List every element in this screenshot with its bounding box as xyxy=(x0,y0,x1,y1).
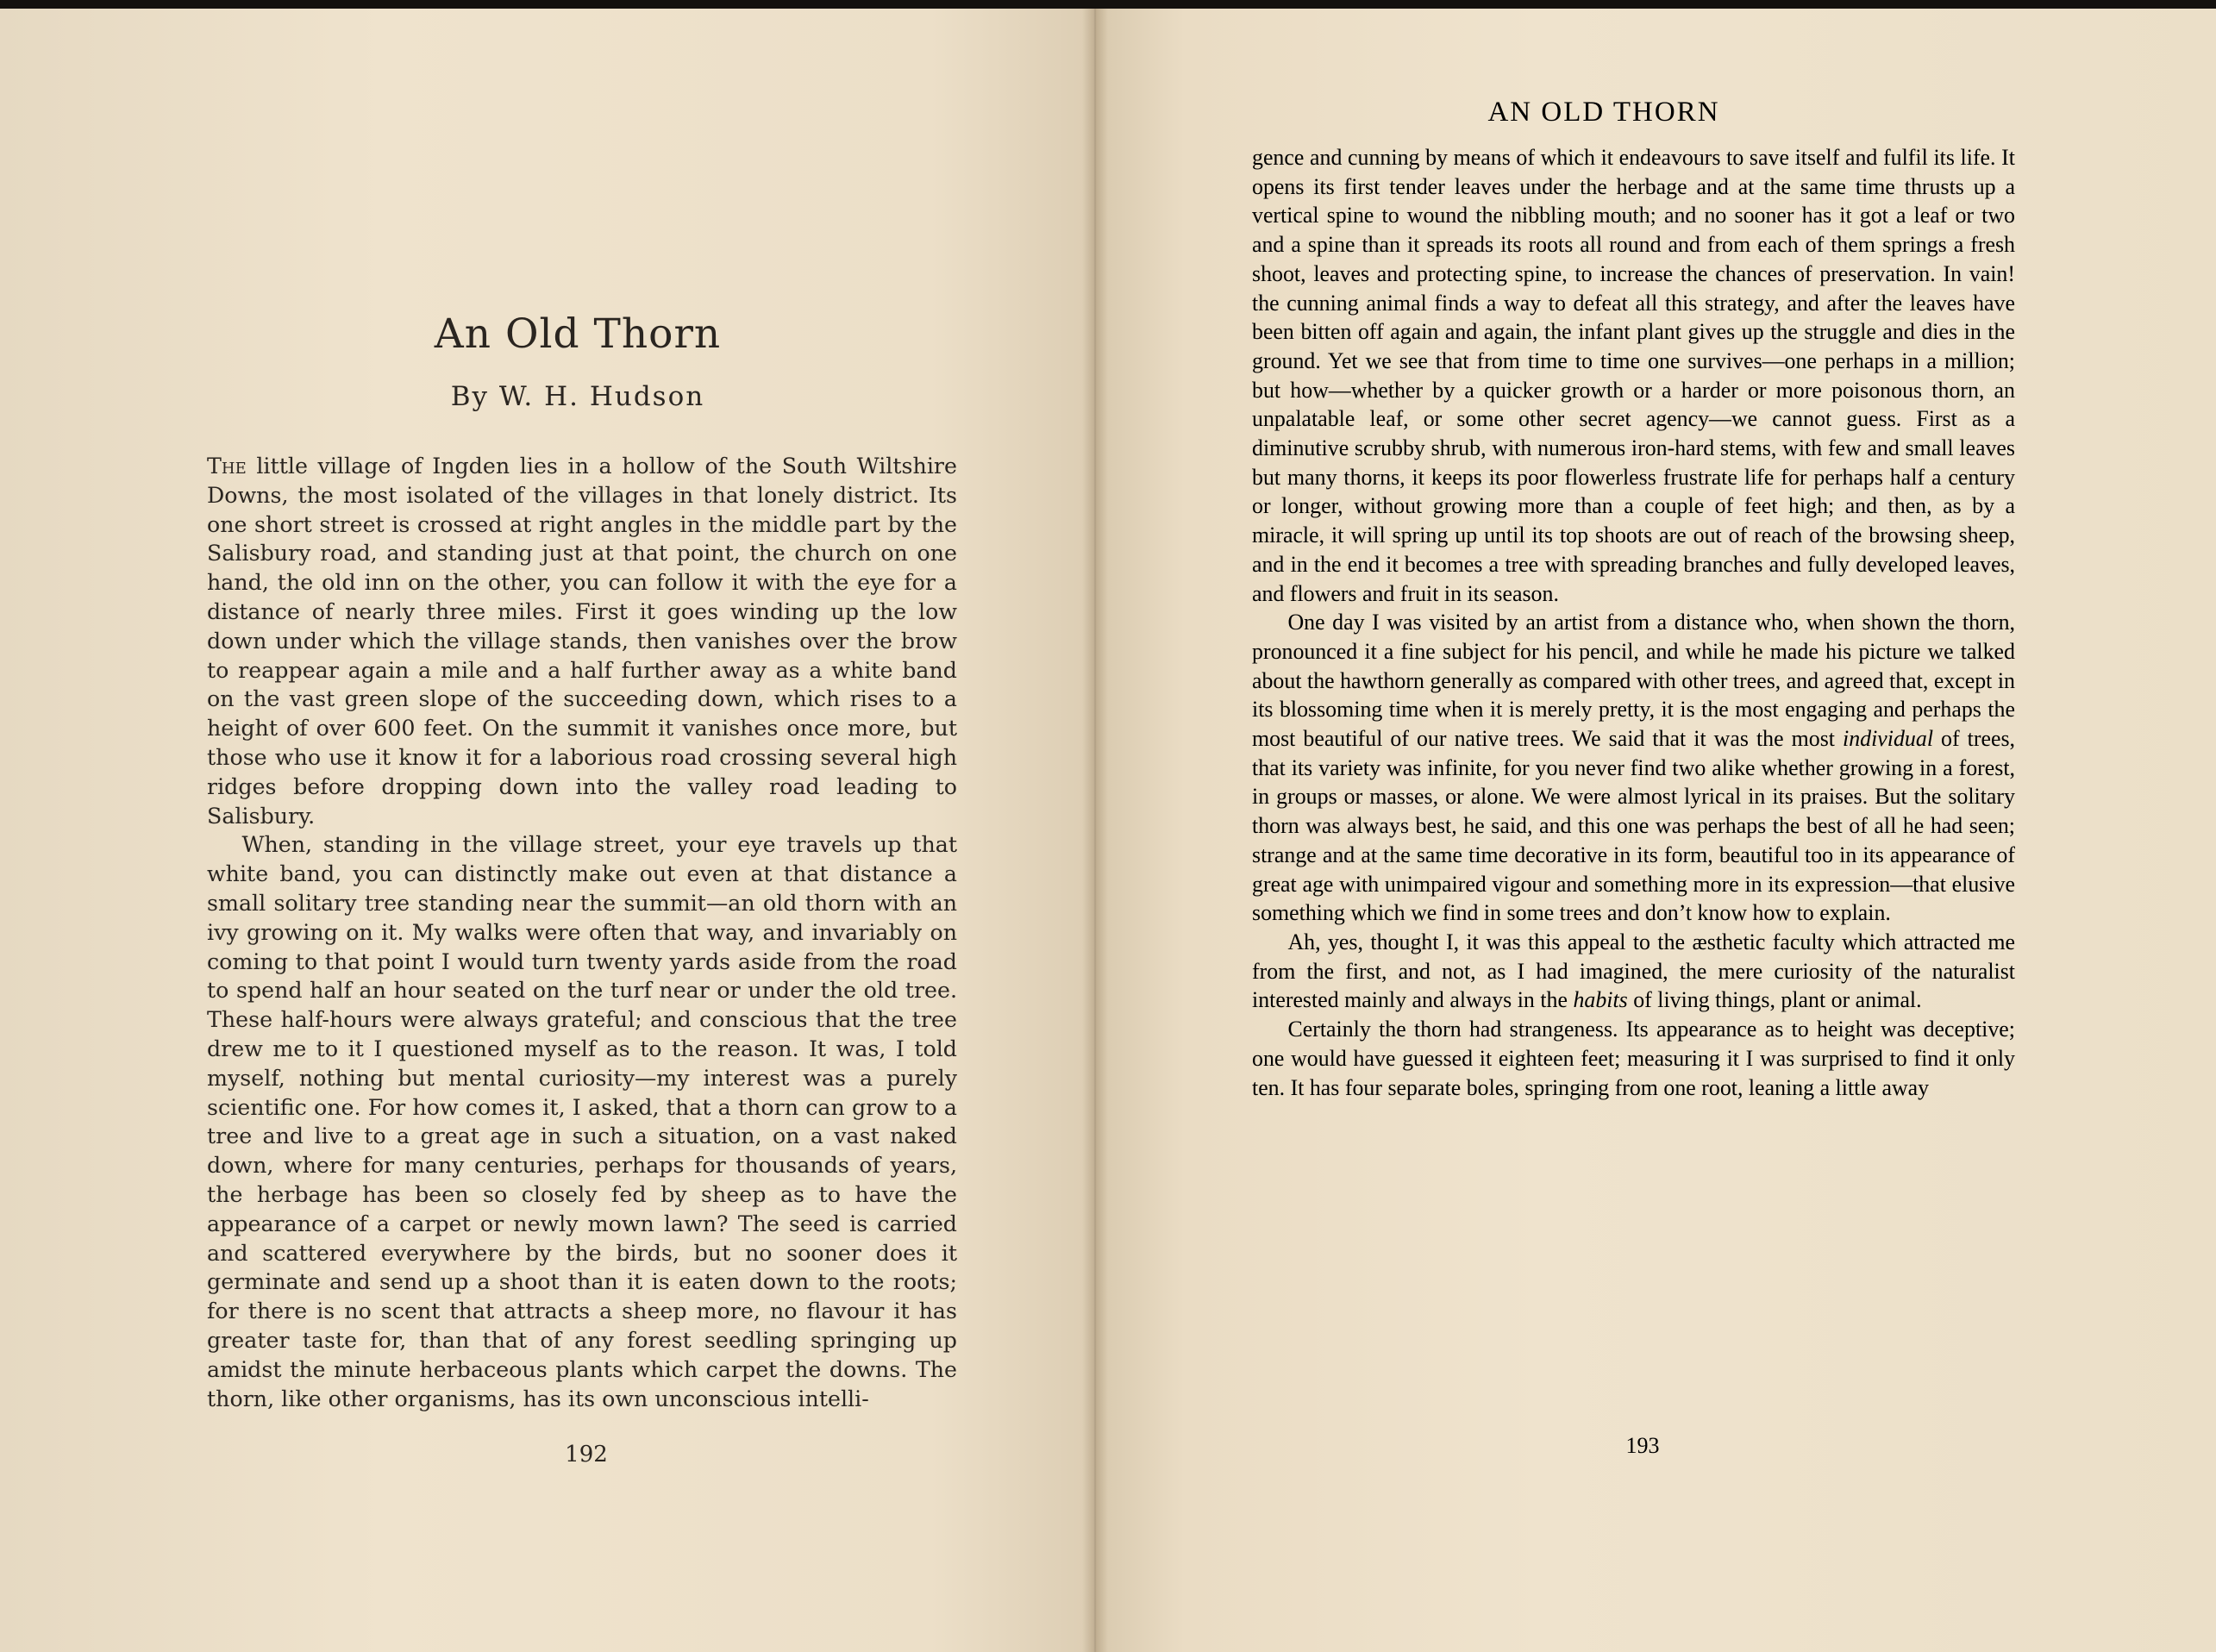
paragraph: Certainly the thorn had strangeness. Its appearance as to height was deceptive; one would have guessed it eighteen feet; measuring it I was surprised to find it only ten. It has four separate boles, springing from one root, leaning a little away xyxy=(1252,1017,2015,1100)
running-head: AN OLD THORN xyxy=(1487,97,1720,128)
italic-word: individual xyxy=(1843,726,1934,752)
paragraph-text: Ah, yes, thought I, it was this appeal to the æsthetic faculty which attracted me from the first, and not, as I had imagined, the mere curiosity of the naturalist interested mainly and always in the xyxy=(1252,929,2015,1013)
book-gutter xyxy=(1082,9,1108,1652)
left-page xyxy=(0,9,1095,1652)
article-byline: By W. H. Hudson xyxy=(450,381,705,412)
drop-lead-word: The xyxy=(207,454,247,479)
paragraph xyxy=(207,452,957,830)
left-body-text xyxy=(207,452,957,1413)
paragraph xyxy=(1252,608,2015,928)
paragraph-text: of trees, that its variety was infinite, for you never find two alike whether growing in a forest, in groups or masses, or alone. We were almost lyrical in its praises. But the solitary thorn was always best, he said, and this one was perhaps the best of all he had seen; strange and at the same time decorative in its form, beautiful too in its appearance of great age with unimpaired vigour and something more in its expression—that elusive something which we find in some trees and don’t know how to explain. xyxy=(1252,726,2015,926)
page-number: 193 xyxy=(1625,1433,1660,1458)
show-through-text xyxy=(216,112,888,422)
paragraph-text: One day I was visited by an artist from a distance who, when shown the thorn, pronounced it a fine subject for his pencil, and while he made his picture we talked about the hawthorn generally as compared with other trees, and agreed that, except in its blossoming time when it is merely pretty, it is the most engaging and perhaps the most beautiful of our native trees. We said that it was the most xyxy=(1252,610,2015,752)
paragraph xyxy=(1252,928,2015,1015)
paragraph: When, standing in the village street, your eye travels up that white band, you can distinctly make out even at that distance a small solitary tree standing near the summit—an old thorn with an ivy growing on it. My walks were often that way, and invariably on coming to that point I would turn twenty yards aside from the road to spend half an hour seated on the turf near or under the old tree. These half-hours were always grateful; and conscious that the tree drew me to it I questioned myself as to the reason. It was, I told myself, nothing but mental curiosity—my interest was a purely scientific one. For how comes it, I asked, that a thorn can grow to a tree and live to a great age in such a situation, on a vast naked down, where for many centuries, perhaps for thousands of years, the herbage has been so closely fed by sheep as to have the appearance of a carpet or newly mown lawn? The seed is carried and scattered everywhere by the birds, but no sooner does it germinate and send up a shoot than it is eaten down to the roots; for there is no scent that attracts a sheep more, no flavour it has greater taste for, than that of any forest seedling springing up amidst the minute herbaceous plants which carpet the downs. The thorn, like other organisms, has its own unconscious intelli- xyxy=(207,832,957,1411)
italic-word: habits xyxy=(1573,987,1628,1013)
paragraph-text: of living things, plant or animal. xyxy=(1627,987,1922,1013)
paragraph-text: little village of Ingden lies in a hollow of the South Wiltshire Downs, the most isolated of the villages in that lonely district. Its one short street is crossed at right angles in the middle part by the Salisbury road, and standing just at that point, the church on one hand, the old inn on the other, you can follow it with the eye for a distance of nearly three miles. First it goes winding up the low down under which the village stands, then vanishes over the brow to reappear again a mile and a half further away as a white band on the vast green slope of the succeeding down, which rises to a height of over 600 feet. On the summit it vanishes once more, but those who use it know it for a laborious road crossing several high ridges before dropping down into the valley road leading to Salisbury. xyxy=(207,454,957,829)
article-title: An Old Thorn xyxy=(434,310,722,358)
paragraph: gence and cunning by means of which it endeavours to save itself and fulfil its life. It opens its first tender leaves under the herbage and at the same time thrusts up a vertical spine to wound the nibbling mouth; and no sooner has it got a leaf or two and a spine than it spreads its roots all round and from each of them springs a fresh shoot, leaves and protecting spine, to increase the chances of preservation. In vain! the cunning animal finds a way to defeat all this strategy, and after the leaves have been bitten off again and again, the infant plant gives up the struggle and dies in the ground. Yet we see that from time to time one survives—one perhaps in a million; but how—whether by a quicker growth or a harder or more poisonous thorn, an unpalatable leaf, or some other secret agency—we cannot guess. First as a diminutive scrubby shrub, with numerous iron-hard stems, with few and small leaves but many thorns, it keeps its poor flowerless frustrate life for perhaps half a century or longer, without growing more than a couple of feet high; and then, as by a miracle, it will spring up until its top shoots are out of reach of the browsing sheep, and in the end it becomes a tree with spreading branches and fully developed leaves, and flowers and fruit in its season. xyxy=(1252,145,2015,606)
right-body-text xyxy=(1252,143,2015,1102)
page-number: 192 xyxy=(565,1442,608,1467)
